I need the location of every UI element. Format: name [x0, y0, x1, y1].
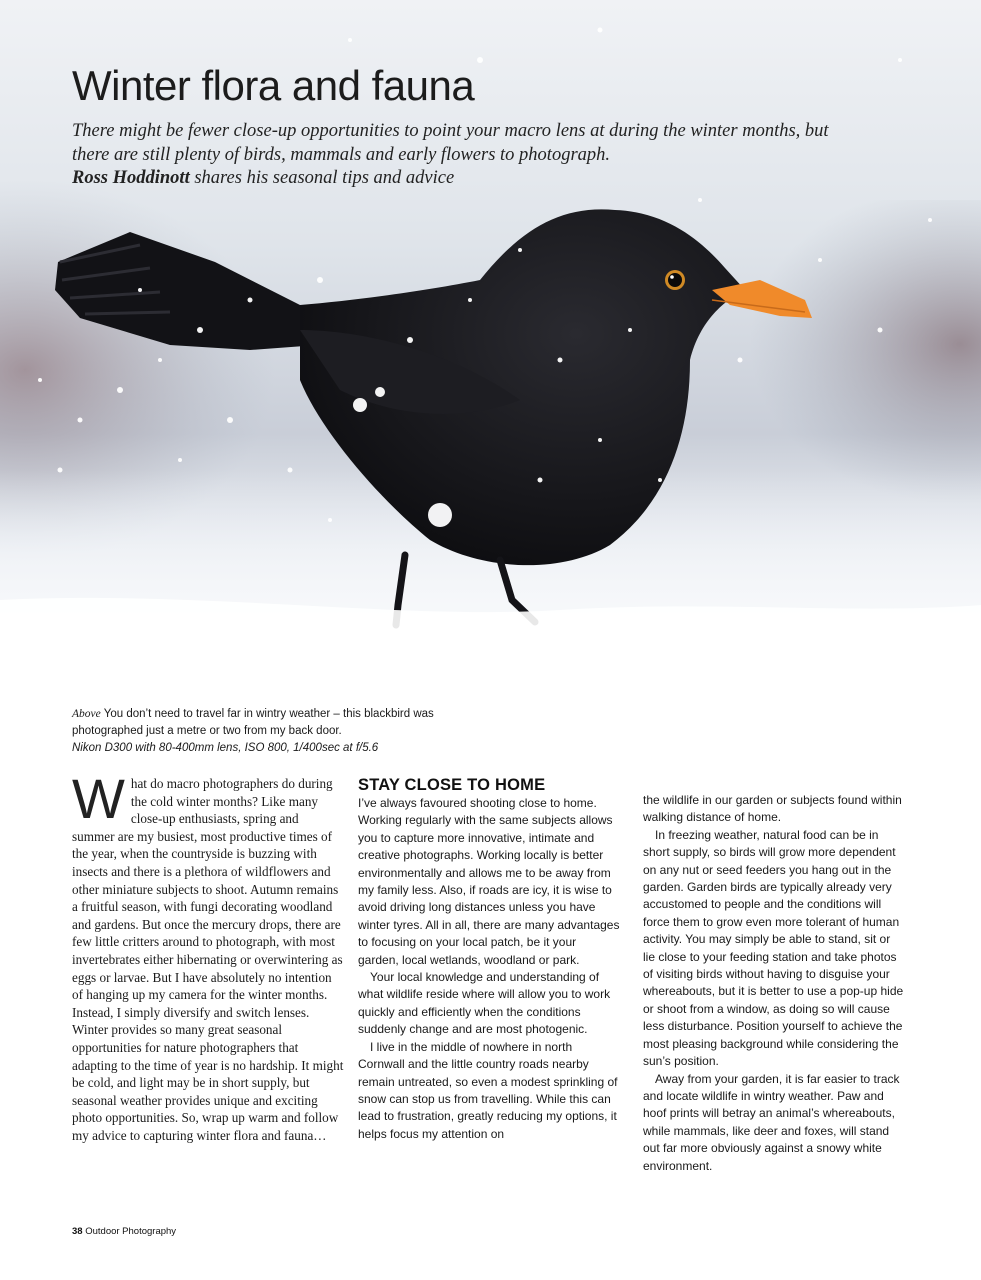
section-heading: STAY CLOSE TO HOME [358, 776, 546, 794]
column-continued [643, 792, 905, 1175]
body-paragraph: In freezing weather, natural food can be in short supply, so birds will grow more dependent on any nut or seed feeders you hang out in the garden. Garden birds are typically already very accustomed to people and the conditions will force them to grow even more tolerant of human activity. You may simply be able to stand, sit or lie close to your feeding station and take photos of visiting birds without having to disguise your whereabouts, but it is better to use a pop-up hide or shoot from a window, as doing so will cause less disturbance. Position yourself to achieve the most pleasing background while considering the sun’s position. [643, 827, 904, 1069]
column-stay-close [358, 775, 620, 1143]
page-number: 38 [72, 1226, 83, 1237]
caption-lead: Above [72, 708, 101, 720]
caption-tech-details: Nikon D300 with 80-400mm lens, ISO 800, 1/400sec at f/5.6 [72, 742, 379, 754]
photo-caption [72, 706, 472, 757]
body-paragraph: the wildlife in our garden or subjects found within walking distance of home. [643, 793, 902, 825]
drop-cap: W [72, 767, 125, 830]
body-paragraph: I’ve always favoured shooting close to home. Working regularly with the same subjects allows you to capture more innovative, intimate and creative photographs. Working locally is better environmentally and allows me to be away from my family less. Also, if roads are icy, it is wise to avoid driving long distances unless you have winter tyres. All in all, there are many advantages to focusing on your local patch, be it your garden, local wetlands, woodland or park. [358, 796, 620, 967]
author-name: Ross Hoddinott [72, 168, 190, 188]
intro-paragraph: hat do macro photographers do during the cold winter months? Like many close-up enthusiasts, spring and summer are my busiest, most productive times of the year, when the countryside is buzzing with insects and there is a plethora of wildflowers and other miniature subjects to shoot. Autumn remains a fruitful season, with fungi decorating woodland and gardens. But once the mercury drops, there are few little critters around to photograph, with most invertebrates either hibernating or overwintering as eggs or larvae. But I have absolutely no intention of hanging up my camera for the winter months. Instead, I simply diversify and switch lenses. Winter provides so many great seasonal opportunities for nature photographers that adapting to the time of year is no hardship. It might be cold, and light may be in short supply, but seasonal weather provides unique and exciting photo opportunities. So, wrap up warm and follow my advice to capturing winter flora and fauna… [72, 776, 344, 1143]
body-paragraph: I live in the middle of nowhere in north Cornwall and the little country roads nearby remain untreated, so even a modest sprinkling of snow can stop us from travelling. While this can lead to frustration, greatly reducing my options, it helps focus my attention on [358, 1039, 618, 1141]
article-title: Winter flora and fauna [72, 62, 475, 109]
body-paragraph: Away from your garden, it is far easier to track and locate wildlife in wintry weather. Paw and hoof prints will betray an animal’s whereabouts, while mammals, like deer and foxes, will stand out far more obviously against a snowy white environment. [643, 1071, 900, 1173]
magazine-name: Outdoor Photography [82, 1226, 177, 1237]
standfirst-text: There might be fewer close-up opportunities to point your macro lens at during the winter months, but there are still plenty of birds, mammals and early flowers to photograph. [72, 121, 829, 165]
body-paragraph: Your local knowledge and understanding of what wildlife reside where will allow you to work quickly and efficiently when the conditions suddenly change and are most photogenic. [358, 970, 611, 1037]
caption-text: You don’t need to travel far in wintry weather – this blackbird was photographed just a metre or two from my back door. [72, 708, 434, 737]
column-intro [72, 767, 344, 1144]
standfirst [72, 120, 862, 191]
standfirst-author-tail: shares his seasonal tips and advice [189, 168, 455, 188]
page-folio [72, 1226, 176, 1237]
